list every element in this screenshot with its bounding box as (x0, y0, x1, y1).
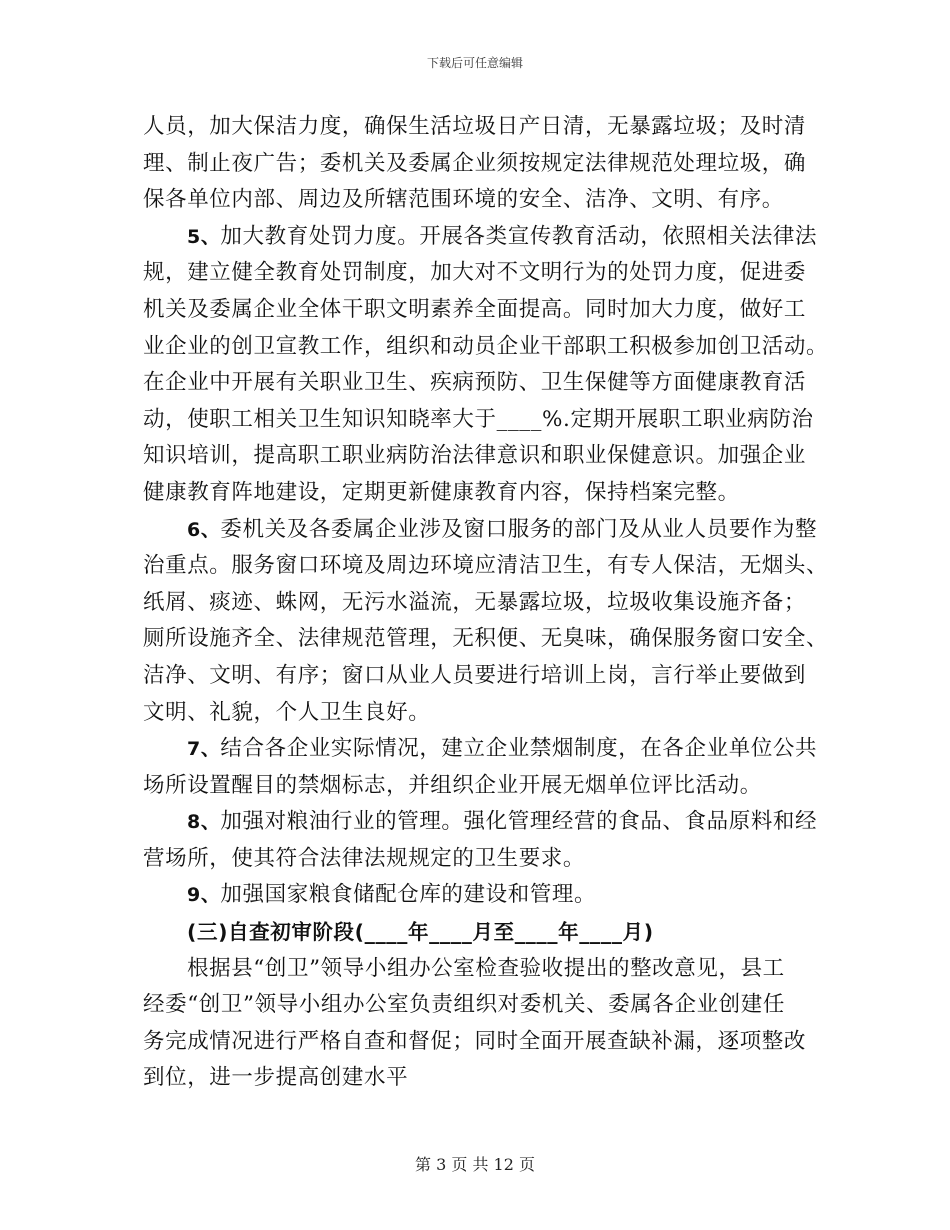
text-line: 厕所设施齐全、法律规范管理，无积便、无臭味，确保服务窗口安全、 (143, 626, 829, 652)
text-line: 委机关及各委属企业涉及窗口服务的部门及从业人员要作为整 (220, 516, 818, 542)
text-line: 规，建立健全教育处罚制度，加大对不文明行为的处罚力度，促进委 (143, 260, 807, 286)
item-number-9: 9、 (187, 884, 221, 907)
text-line: 人员，加大保洁力度，确保生活垃圾日产日清，无暴露垃圾；及时清 (143, 114, 807, 139)
text-line: 洁净、文明、有序；窗口从业人员要进行培训上岗，言行举止要做到 (143, 662, 807, 688)
text-line: 机关及委属企业全体干职文明素养全面提高。同时加大力度，做好工 (143, 296, 807, 322)
text-line: 业企业的创卫宣教工作，组织和动员企业干部职工积极参加创卫活动。 (143, 333, 829, 359)
page-footer: 第 3 页 共 12 页 (415, 1155, 535, 1174)
item-number-5: 5、 (187, 225, 221, 248)
text-line: 加大教育处罚力度。开展各类宣传教育活动，依照相关法律法 (220, 223, 818, 249)
text-line: 到位，进一步提高创建水平 (143, 1065, 409, 1091)
text-line: 健康教育阵地建设，定期更新健康教育内容，保持档案完整。 (143, 479, 740, 505)
text-line: 在企业中开展有关职业卫生、疾病预防、卫生保健等方面健康教育活 (143, 370, 807, 396)
paragraph-5-start (143, 219, 818, 256)
item-number-8: 8、 (187, 811, 221, 834)
item-number-7: 7、 (187, 738, 221, 761)
paragraph-6-start (143, 512, 818, 549)
text-line: 理、制止夜广告；委机关及委属企业须按规定法律规范处理垃圾，确 (143, 150, 807, 176)
text-line: 场所设置醒目的禁烟标志，并组织企业开展无烟单位评比活动。 (143, 772, 762, 798)
text-line: 加强对粮油行业的管理。强化管理经营的食品、食品原料和经 (220, 809, 818, 835)
text-line: 治重点。服务窗口环境及周边环境应清洁卫生，有专人保洁，无烟头、 (143, 553, 829, 579)
paragraph-9 (143, 877, 808, 914)
text-line: 经委“创卫”领导小组办公室负责组织对委机关、委属各企业创建任 (143, 992, 785, 1018)
text-line: 知识培训，提高职工职业病防治法律意识和职业保健意识。加强企业 (143, 443, 807, 469)
text-line: 保各单位内部、周边及所辖范围环境的安全、洁净、文明、有序。 (143, 187, 784, 213)
text-line: 结合各企业实际情况，建立企业禁烟制度，在各企业单位公共 (220, 736, 818, 762)
item-number-6: 6、 (187, 518, 221, 541)
text-line: 根据县“创卫”领导小组办公室检查验收提出的整改意见，县工 (187, 955, 785, 981)
text-line: 纸屑、痰迹、蛛网，无污水溢流，无暴露垃圾，垃圾收集设施齐备； (143, 589, 807, 615)
paragraph-8-start (143, 804, 818, 841)
page-header: 下载后可任意编辑 (426, 56, 523, 70)
document-body (143, 109, 829, 1097)
paragraph-7-start (143, 731, 818, 768)
text-line: 务完成情况进行严格自查和督促；同时全面开展查缺补漏，逐项整改 (143, 1028, 807, 1054)
section-heading: (三)自查初审阶段(____年____月至____年____月) (187, 920, 654, 945)
text-line: 动，使职工相关卫生知识知晓率大于____%.定期开展职工职业病防治 (143, 406, 814, 432)
text-line: 加强国家粮食储配仓库的建设和管理。 (220, 882, 597, 908)
text-line: 文明、礼貌，个人卫生良好。 (143, 699, 431, 725)
text-line: 营场所，使其符合法律法规规定的卫生要求。 (143, 845, 586, 871)
